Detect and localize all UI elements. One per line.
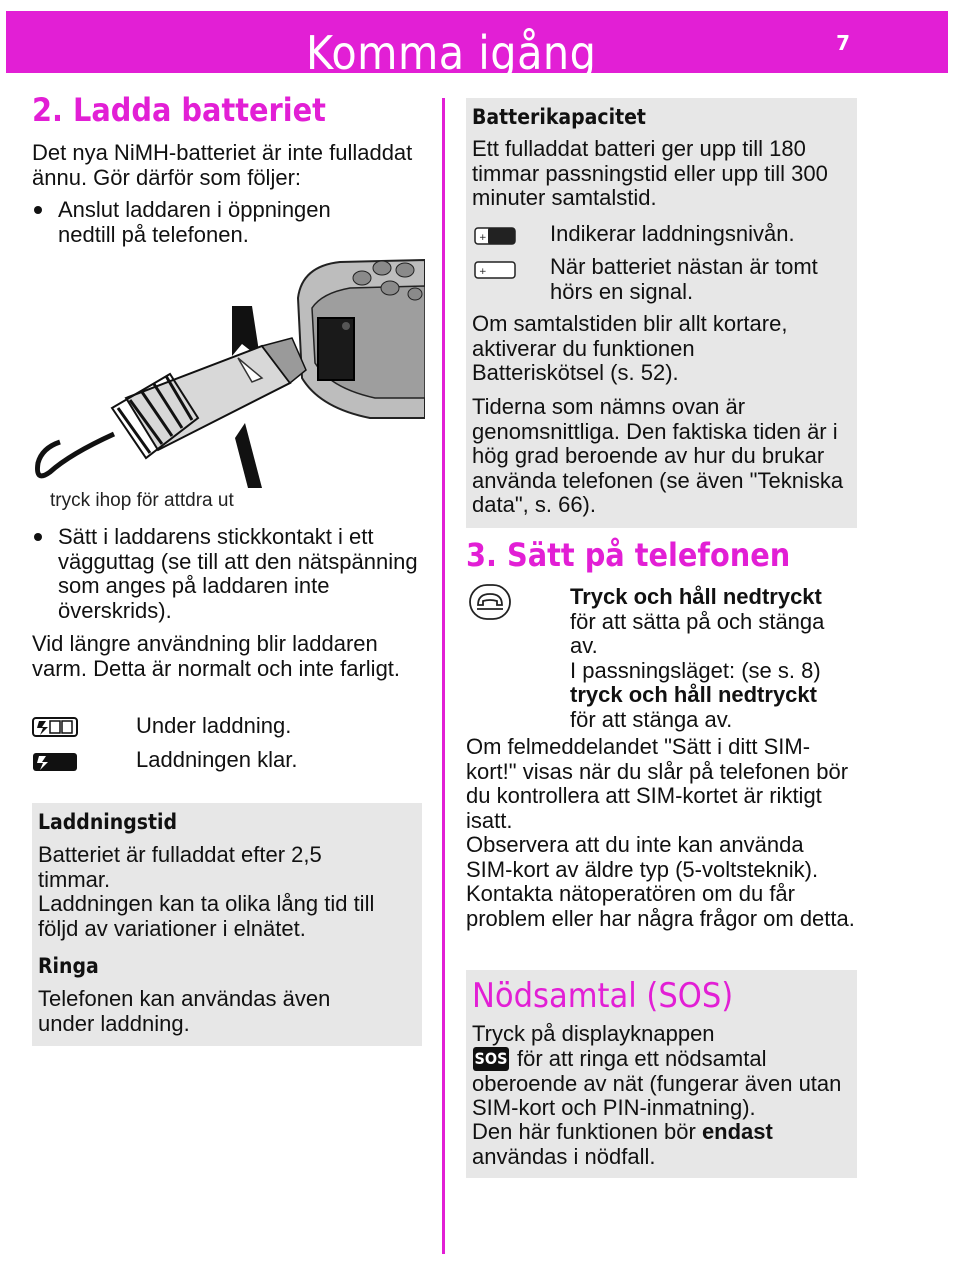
page-title: Komma igång <box>306 26 597 80</box>
box-heading-call: Ringa <box>38 954 99 978</box>
press-hold-bold: Tryck och håll nedtryckt <box>570 584 822 609</box>
battery-empty-label: När batteriet nästan är tomt hörs en signal. <box>550 254 818 304</box>
battery-level-icon <box>474 226 516 246</box>
charged-label: Laddningen klar. <box>136 747 298 772</box>
section-heading-charge: 2. Ladda batteriet <box>32 91 326 129</box>
charger-illustration <box>30 258 425 488</box>
sos-heading: Nödsamtal (SOS) <box>472 976 734 1016</box>
sos-key-icon: SOS <box>473 1047 509 1071</box>
standby-text: I passningsläget: (se s. 8) <box>570 657 821 683</box>
svg-text:+: + <box>479 233 487 243</box>
times-average-text: Tiderna som nämns ovan är genomsnittliga. Den faktiska tiden är i hög grad beroende av hur du brukar använda telefonen (se även "Tekniska data", s. 66). <box>472 394 844 517</box>
battery-capacity-box <box>466 98 857 528</box>
battery-care-text: Om samtalstiden blir allt kortare, aktiverar du funktionen Batteriskötsel (s. 52). <box>472 311 788 385</box>
press-hold-bold-2: tryck och håll nedtryckt <box>570 682 817 707</box>
power-off-text: för att stänga av. <box>570 706 733 732</box>
charger-warm-note: Vid längre användning blir laddaren varm. Detta är normalt och inte farligt. <box>32 631 401 681</box>
charging-info-box <box>32 803 422 1046</box>
power-on-text: för att sätta på och stänga av. <box>570 608 825 658</box>
sos-only-bold: endast <box>701 1119 773 1144</box>
old-sim-paragraph: Observera att du inte kan använda SIM-kort av äldre typ (5-voltsteknik). Kontakta nätoperatören om du får problem eller har några frågor om detta. <box>466 832 855 931</box>
section-heading-power-on: 3. Sätt på telefonen <box>466 536 791 574</box>
box-heading-charge-time: Laddningstid <box>38 810 178 834</box>
sos-line-1: Tryck på displayknappen <box>472 1021 715 1046</box>
bullet-connect-charger: Anslut laddaren i öppningen nedtill på telefonen. <box>58 197 331 247</box>
illustration-caption: tryck ihop för attdra ut <box>50 490 234 511</box>
page-number: 7 <box>836 31 850 55</box>
power-on-instructions <box>570 585 855 732</box>
sos-line-3-start: Den här funktionen bör <box>472 1119 702 1144</box>
charging-label: Under laddning. <box>136 713 292 738</box>
phone-end-key-icon <box>468 583 512 621</box>
page-header <box>6 11 948 80</box>
charge-variation-text: Laddningen kan ta olika lång tid till följd av variationer i elnätet. <box>38 891 375 941</box>
battery-empty-icon <box>474 260 516 280</box>
call-during-charge-text: Telefonen kan användas även under laddning. <box>38 986 331 1036</box>
sos-line-2: för att ringa ett nödsamtal oberoende av nät (fungerar även utan SIM-kort och PIN-inmatning). <box>472 1046 842 1120</box>
sos-line-3-end: användas i nödfall. <box>472 1143 656 1169</box>
charge-time-text: Batteriet är fulladdat efter 2,5 timmar. <box>38 842 322 892</box>
sos-line-3 <box>472 1120 852 1169</box>
bullet-dot <box>34 206 42 214</box>
capacity-text: Ett fulladdat batteri ger upp till 180 timmar passningstid eller upp till 300 minuter samtalstid. <box>472 136 828 210</box>
battery-level-label: Indikerar laddningsnivån. <box>550 221 795 246</box>
battery-full-icon <box>32 751 78 773</box>
battery-charging-icon <box>32 716 78 738</box>
column-divider <box>442 98 445 1254</box>
sim-error-paragraph: Om felmeddelandet "Sätt i ditt SIM-kort!" visas när du slår på telefonen bör du kontrollera att SIM-kortet är riktigt isatt. <box>466 734 849 833</box>
box-heading-capacity: Batterikapacitet <box>472 105 646 129</box>
intro-text: Det nya NiMH-batteriet är inte fulladdat ännu. Gör därför som följer: <box>32 140 413 190</box>
emergency-call-box <box>466 970 857 1178</box>
bullet-dot <box>34 533 42 541</box>
svg-text:+: + <box>479 267 487 277</box>
bullet-plug-in-charger: Sätt i laddarens stickkontakt i ett vägguttag (se till att den nätspänning som anges på laddaren inte överskrids). <box>58 524 418 623</box>
